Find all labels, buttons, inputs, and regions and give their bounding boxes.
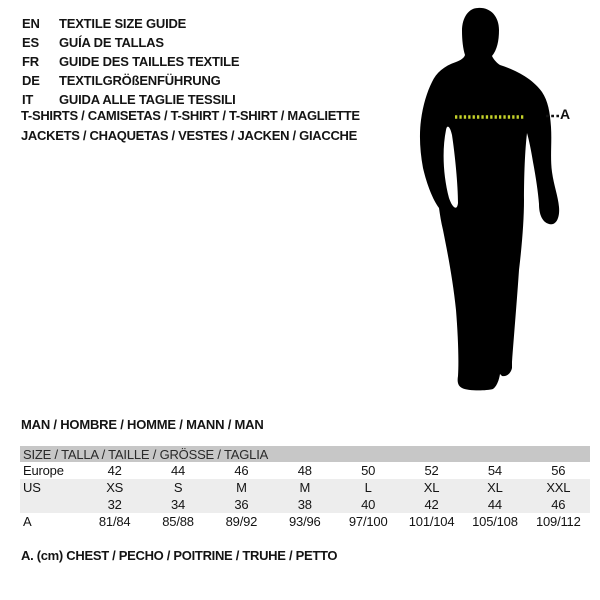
- table-cell: 81/84: [98, 514, 131, 529]
- language-code: DE: [22, 73, 40, 88]
- language-code: IT: [22, 92, 34, 107]
- table-cell: 46: [234, 463, 249, 478]
- language-row-es: [22, 33, 239, 52]
- section-title: MAN / HOMBRE / HOMME / MANN / MAN: [21, 417, 264, 432]
- man-silhouette-icon: [400, 0, 600, 400]
- man-figure: [400, 0, 600, 400]
- table-cell: 42: [424, 497, 439, 512]
- table-cell: M: [236, 480, 247, 495]
- language-label: GUIDA ALLE TAGLIE TESSILI: [59, 92, 236, 107]
- language-row-fr: [22, 52, 239, 71]
- table-cell: 44: [487, 497, 502, 512]
- language-label: GUÍA DE TALLAS: [59, 35, 164, 50]
- table-cell: 42: [107, 463, 122, 478]
- table-cell: 101/104: [408, 514, 455, 529]
- table-cell: M: [299, 480, 311, 495]
- measurement-footnote: A. (cm) CHEST / PECHO / POITRINE / TRUHE / PETTO: [21, 548, 338, 563]
- table-cell: 54: [487, 463, 502, 478]
- table-cell: 36: [234, 497, 249, 512]
- table-cell: 56: [551, 463, 566, 478]
- table-row-us: [20, 479, 590, 496]
- table-row-us-numeric: [20, 496, 590, 513]
- table-cell: 52: [424, 463, 439, 478]
- language-row-en: [22, 14, 239, 33]
- table-cell: XXL: [546, 480, 571, 495]
- row-label: Europe: [23, 463, 64, 478]
- table-cell: XL: [423, 480, 440, 495]
- table-cell: 38: [297, 497, 312, 512]
- language-label: TEXTILE SIZE GUIDE: [59, 16, 187, 31]
- table-cell: 85/88: [162, 514, 194, 529]
- table-cell: 40: [361, 497, 376, 512]
- table-row-chest-a: [20, 513, 590, 530]
- size-table: [20, 446, 590, 530]
- size-table-header: SIZE / TALLA / TAILLE / GRÖSSE / TAGLIA: [20, 446, 590, 462]
- table-cell: XS: [106, 480, 124, 495]
- table-cell: XL: [487, 480, 503, 495]
- table-cell: L: [364, 480, 372, 495]
- row-label: A: [23, 514, 32, 529]
- product-categories: [21, 106, 360, 145]
- table-cell: 48: [297, 463, 312, 478]
- row-label: US: [23, 480, 41, 495]
- product-line-tshirts: T-SHIRTS / CAMISETAS / T-SHIRT / T-SHIRT / MAGLIETTE: [21, 108, 360, 123]
- language-code: EN: [22, 16, 40, 31]
- language-list: [22, 14, 239, 109]
- table-cell: 93/96: [289, 514, 321, 529]
- table-cell: S: [173, 480, 183, 495]
- language-label: GUIDE DES TAILLES TEXTILE: [59, 54, 240, 69]
- table-cell: 32: [107, 497, 122, 512]
- table-cell: 34: [171, 497, 186, 512]
- table-cell: 50: [361, 463, 376, 478]
- language-code: ES: [22, 35, 39, 50]
- table-cell: 89/92: [225, 514, 258, 529]
- product-line-jackets: JACKETS / CHAQUETAS / VESTES / JACKEN / GIACCHE: [21, 127, 357, 143]
- table-cell: 105/108: [472, 514, 518, 529]
- table-cell: 97/100: [348, 514, 388, 529]
- table-cell: 46: [551, 497, 566, 512]
- table-row-europe: [20, 462, 590, 479]
- language-label: TEXTILGRÖßENFÜHRUNG: [59, 73, 221, 88]
- measure-label-a: A: [560, 106, 571, 122]
- table-cell: 109/112: [535, 514, 581, 529]
- language-code: FR: [22, 54, 39, 69]
- language-row-de: [22, 71, 239, 90]
- table-cell: 44: [171, 463, 186, 478]
